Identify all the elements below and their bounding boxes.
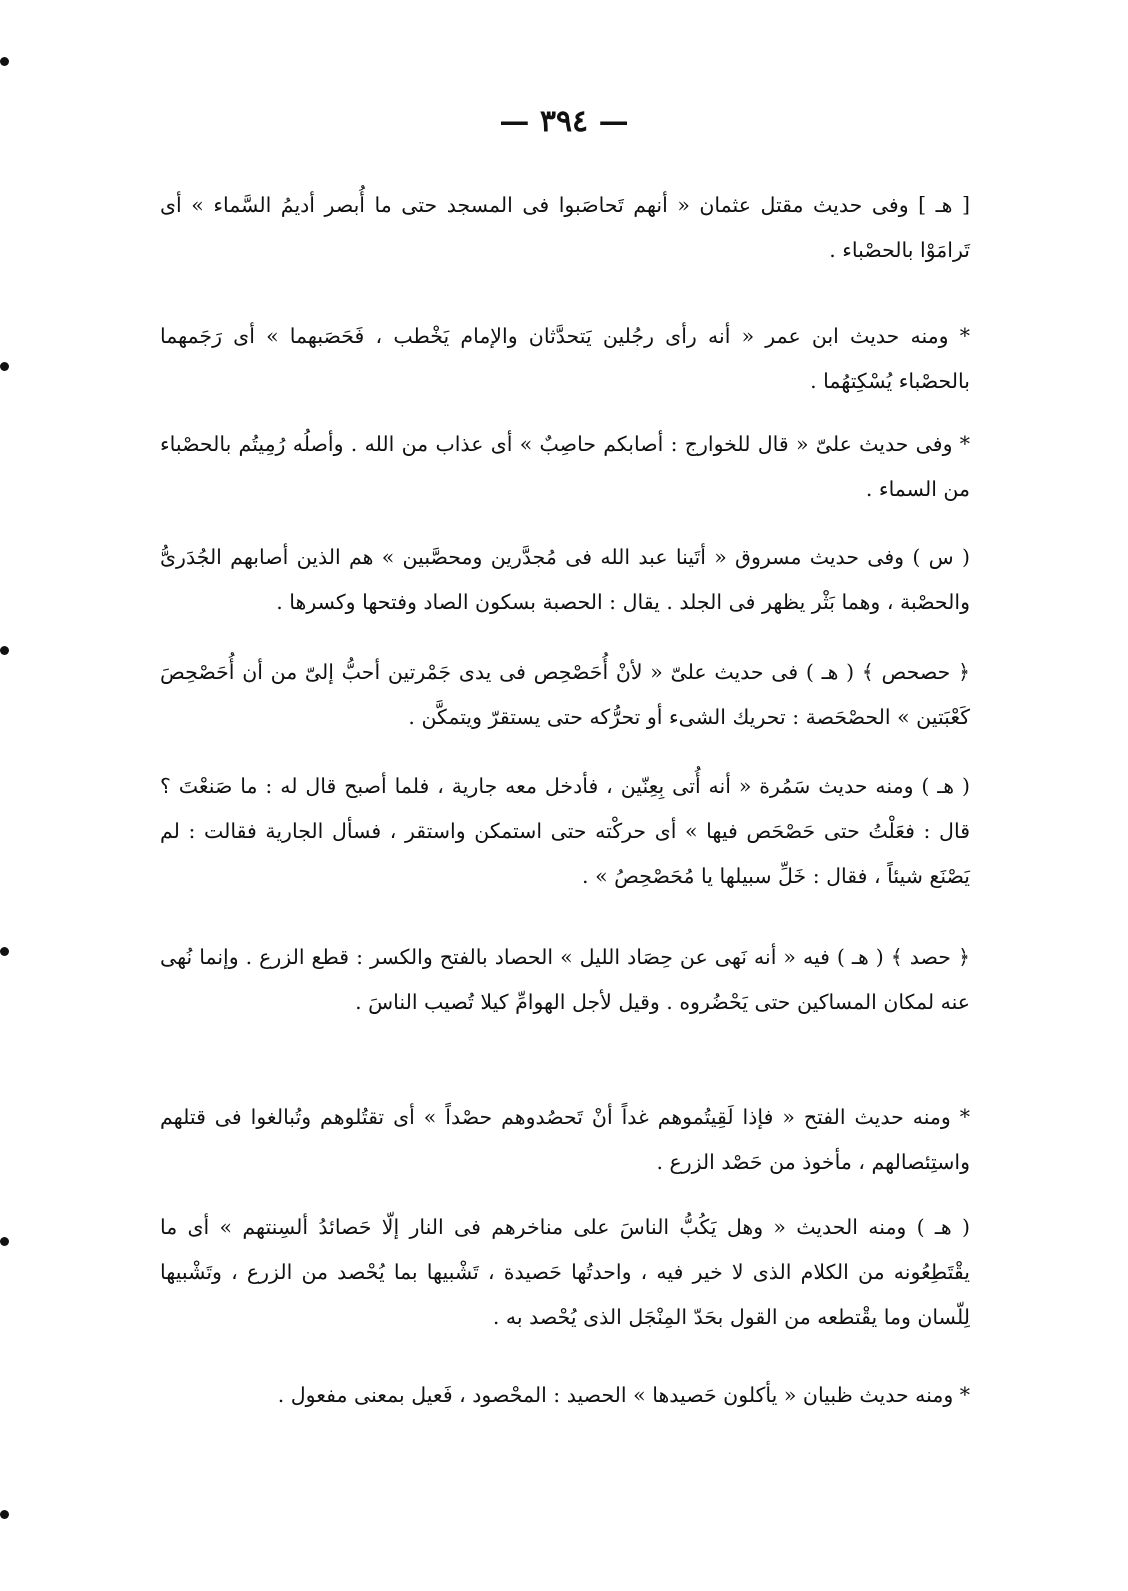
entry-hasid-zabyan: * ومنه حديث ظبيان « يأكلون حَصيدها » الحصيد : المحْصود ، فَعيل بمعنى مفعول . [277, 1383, 970, 1407]
binding-hole-mark [0, 1237, 9, 1246]
binding-hole-mark [0, 947, 9, 956]
entry-hasaid-alsina: ( هـ ) ومنه الحديث « وهل يَكُبُّ الناسَ على مناخرهم فى النار إلّا حَصائدُ ألسِنتهم » أى ما يقْتَطِعُونه من الكلام الذى لا خير فيه ، واحدتُها حَصيدة ، تَشْبيها بما يُحْصد من الزرع ، وتَشْبيها لِلّسان وما يقْتطعه من القول بحَدّ المِنْجَل الذى يُحْصد به . [160, 1215, 970, 1329]
binding-hole-mark [0, 57, 9, 66]
entry-hasba-masruq: ( س ) وفى حديث مسروق « أتَينا عبد الله فى مُجدَّرين ومحصَّبين » هم الذين أصابهم الجُدَرىُّ والحصْبة ، وهما بَثْر يظهر فى الجلد . يقال : الحصبة بسكون الصاد وفتحها وكسرها . [160, 545, 970, 614]
entry-hasb-uthman: [ هـ ] وفى حديث مقتل عثمان « أنهم تَحاصَبوا فى المسجد حتى ما أُبصر أديمُ السَّماء » أى تَرامَوْا بالحصْباء . [160, 193, 971, 262]
entry-hasad-fath: * ومنه حديث الفتح « فإذا لَقِيتُموهم غداً أنْ تَحصُدوهم حصْداً » أى تقتُلوهم وتُبالغوا فى قتلهم واستِئصالهم ، مأخوذ من حَصْد الزرع . [160, 1105, 970, 1174]
entry-hashas-samura: ( هـ ) ومنه حديث سَمُرة « أنه أُتى بِعِنّين ، فأدخل معه جارية ، فلما أصبح قال له : ما صَنعْتَ ؟ قال : فعَلْتُ حتى حَصْحَص فيها » أى حركْته حتى استمكن واستقر ، فسأل الجارية فقالت : لم يَصْنَع شيئاً ، فقال : خَلِّ سبيلها يا مُحَصْحِصُ » . [160, 774, 970, 888]
page-number: — ٣٩٤ — [499, 104, 629, 139]
binding-hole-mark [0, 362, 9, 371]
binding-hole-mark [0, 646, 9, 655]
entry-hasad: ﴿ حصد ﴾ ( هـ ) فيه « أنه نَهى عن حِصَاد الليل » الحصاد بالفتح والكسر : قطع الزرع . وإنما نُهى عنه لمكان المساكين حتى يَحْضُروه . وقيل لأجل الهوامِّ كيلا تُصيب الناسَ . [160, 945, 970, 1014]
entry-hasb-ibn-umar: * ومنه حديث ابن عمر « أنه رأى رجُلين يَتحدَّثان والإمام يَخْطب ، فَحَصَبهما » أى رَجَمهما بالحصْباء يُسْكِتهُما . [160, 324, 970, 393]
entry-hashas-ali: ﴿ حصحص ﴾ ( هـ ) فى حديث علىّ « لأنْ أُحَصْحِص فى يدى جَمْرتين أحبُّ إلىّ من أن أُحَصْحِصَ كَعْبَتين » الحصْحَصة : تحريك الشىء أو تحرُّكه حتى يستقرّ ويتمكَّن . [160, 660, 970, 729]
binding-hole-mark [0, 1510, 9, 1519]
entry-hasib-ali: * وفى حديث علىّ « قال للخوارج : أصابكم حاصِبٌ » أى عذاب من الله . وأصلُه رُمِيتُم بالحصْباء من السماء . [160, 432, 971, 501]
